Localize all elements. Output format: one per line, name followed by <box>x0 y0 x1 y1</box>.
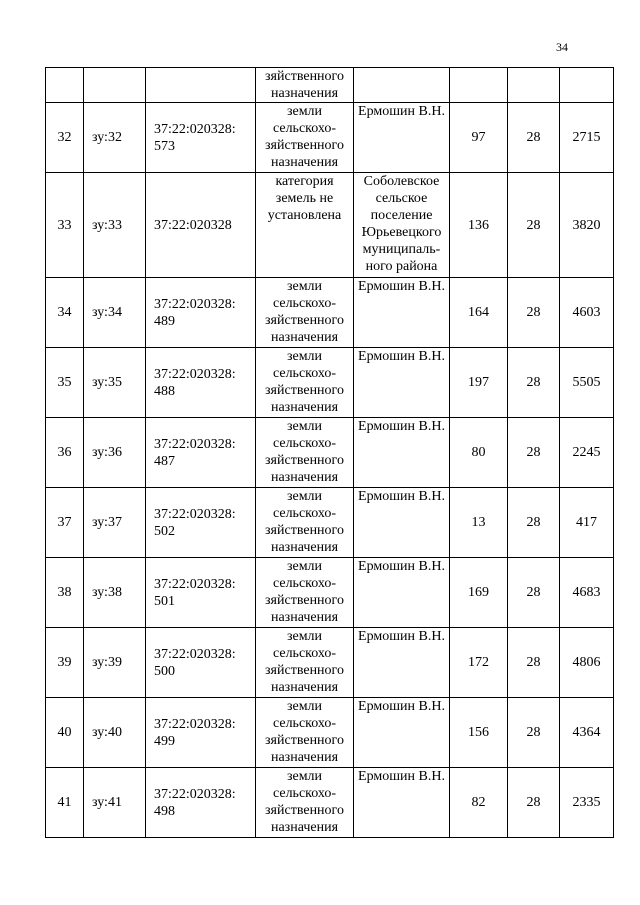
table-row <box>46 628 614 698</box>
table-body <box>46 68 614 838</box>
cell-cadastral: 37:22:020328 <box>146 173 256 278</box>
cell-category: земли сельскохо- зяйственного назначения <box>256 348 354 418</box>
cell-category: земли сельскохо- зяйственного назначения <box>256 558 354 628</box>
cell-total: 4806 <box>560 628 614 698</box>
table-row <box>46 698 614 768</box>
cell-number <box>46 68 84 103</box>
cell-rate: 28 <box>508 418 560 488</box>
cell-category: земли сельскохо- зяйственного назначения <box>256 698 354 768</box>
cell-number: 38 <box>46 558 84 628</box>
cell-total <box>560 68 614 103</box>
cell-code: зу:38 <box>84 558 146 628</box>
cell-owner: Соболевское сельское поселение Юрьевецкого муниципаль- ного района <box>354 173 450 278</box>
cell-owner: Ермошин В.Н. <box>354 418 450 488</box>
cell-rate: 28 <box>508 173 560 278</box>
cell-code: зу:33 <box>84 173 146 278</box>
cell-total: 2715 <box>560 103 614 173</box>
cell-cadastral: 37:22:020328: 500 <box>146 628 256 698</box>
cell-code: зу:39 <box>84 628 146 698</box>
cell-category: земли сельскохо- зяйственного назначения <box>256 103 354 173</box>
cell-owner: Ермошин В.Н. <box>354 103 450 173</box>
cell-total: 417 <box>560 488 614 558</box>
cell-category: земли сельскохо- зяйственного назначения <box>256 488 354 558</box>
cell-owner: Ермошин В.Н. <box>354 558 450 628</box>
table-row <box>46 418 614 488</box>
cell-total: 4364 <box>560 698 614 768</box>
cell-rate: 28 <box>508 768 560 838</box>
cell-total: 2245 <box>560 418 614 488</box>
cell-cadastral: 37:22:020328: 489 <box>146 278 256 348</box>
cell-code: зу:36 <box>84 418 146 488</box>
cell-total: 3820 <box>560 173 614 278</box>
cell-code: зу:34 <box>84 278 146 348</box>
cell-rate <box>508 68 560 103</box>
cell-rate: 28 <box>508 558 560 628</box>
table-row <box>46 488 614 558</box>
table-row <box>46 103 614 173</box>
cell-area: 156 <box>450 698 508 768</box>
cell-area: 164 <box>450 278 508 348</box>
table-row <box>46 278 614 348</box>
cell-number: 39 <box>46 628 84 698</box>
cell-rate: 28 <box>508 348 560 418</box>
cell-category: категория земель не установлена <box>256 173 354 278</box>
cell-owner: Ермошин В.Н. <box>354 768 450 838</box>
cell-owner: Ермошин В.Н. <box>354 278 450 348</box>
cell-category: зяйственного назначения <box>256 68 354 103</box>
cell-rate: 28 <box>508 488 560 558</box>
cell-cadastral: 37:22:020328: 499 <box>146 698 256 768</box>
cell-number: 36 <box>46 418 84 488</box>
cell-category: земли сельскохо- зяйственного назначения <box>256 278 354 348</box>
table-row <box>46 558 614 628</box>
table-row <box>46 768 614 838</box>
cell-total: 5505 <box>560 348 614 418</box>
cell-owner: Ермошин В.Н. <box>354 698 450 768</box>
table-row <box>46 173 614 278</box>
cell-rate: 28 <box>508 278 560 348</box>
cell-rate: 28 <box>508 103 560 173</box>
land-plots-table <box>45 67 614 838</box>
cell-area: 172 <box>450 628 508 698</box>
cell-total: 2335 <box>560 768 614 838</box>
cell-area: 169 <box>450 558 508 628</box>
cell-number: 37 <box>46 488 84 558</box>
cell-total: 4683 <box>560 558 614 628</box>
table-row <box>46 348 614 418</box>
cell-area: 97 <box>450 103 508 173</box>
cell-category: земли сельскохо- зяйственного назначения <box>256 768 354 838</box>
cell-area: 13 <box>450 488 508 558</box>
cell-area: 197 <box>450 348 508 418</box>
cell-area: 82 <box>450 768 508 838</box>
cell-number: 34 <box>46 278 84 348</box>
cell-category: земли сельскохо- зяйственного назначения <box>256 628 354 698</box>
cell-rate: 28 <box>508 698 560 768</box>
cell-total: 4603 <box>560 278 614 348</box>
cell-area: 80 <box>450 418 508 488</box>
cell-category: земли сельскохо- зяйственного назначения <box>256 418 354 488</box>
cell-number: 41 <box>46 768 84 838</box>
cell-owner: Ермошин В.Н. <box>354 628 450 698</box>
cell-owner <box>354 68 450 103</box>
cell-code <box>84 68 146 103</box>
cell-number: 33 <box>46 173 84 278</box>
cell-number: 35 <box>46 348 84 418</box>
cell-code: зу:41 <box>84 768 146 838</box>
cell-number: 40 <box>46 698 84 768</box>
cell-owner: Ермошин В.Н. <box>354 488 450 558</box>
cell-cadastral: 37:22:020328: 573 <box>146 103 256 173</box>
cell-number: 32 <box>46 103 84 173</box>
cell-owner: Ермошин В.Н. <box>354 348 450 418</box>
cell-rate: 28 <box>508 628 560 698</box>
cell-code: зу:35 <box>84 348 146 418</box>
cell-cadastral: 37:22:020328: 487 <box>146 418 256 488</box>
cell-cadastral <box>146 68 256 103</box>
cell-area: 136 <box>450 173 508 278</box>
table-row-continued <box>46 68 614 103</box>
cell-cadastral: 37:22:020328: 501 <box>146 558 256 628</box>
cell-code: зу:40 <box>84 698 146 768</box>
cell-code: зу:32 <box>84 103 146 173</box>
cell-cadastral: 37:22:020328: 498 <box>146 768 256 838</box>
cell-cadastral: 37:22:020328: 502 <box>146 488 256 558</box>
cell-code: зу:37 <box>84 488 146 558</box>
page-number: 34 <box>556 40 568 54</box>
cell-area <box>450 68 508 103</box>
cell-cadastral: 37:22:020328: 488 <box>146 348 256 418</box>
